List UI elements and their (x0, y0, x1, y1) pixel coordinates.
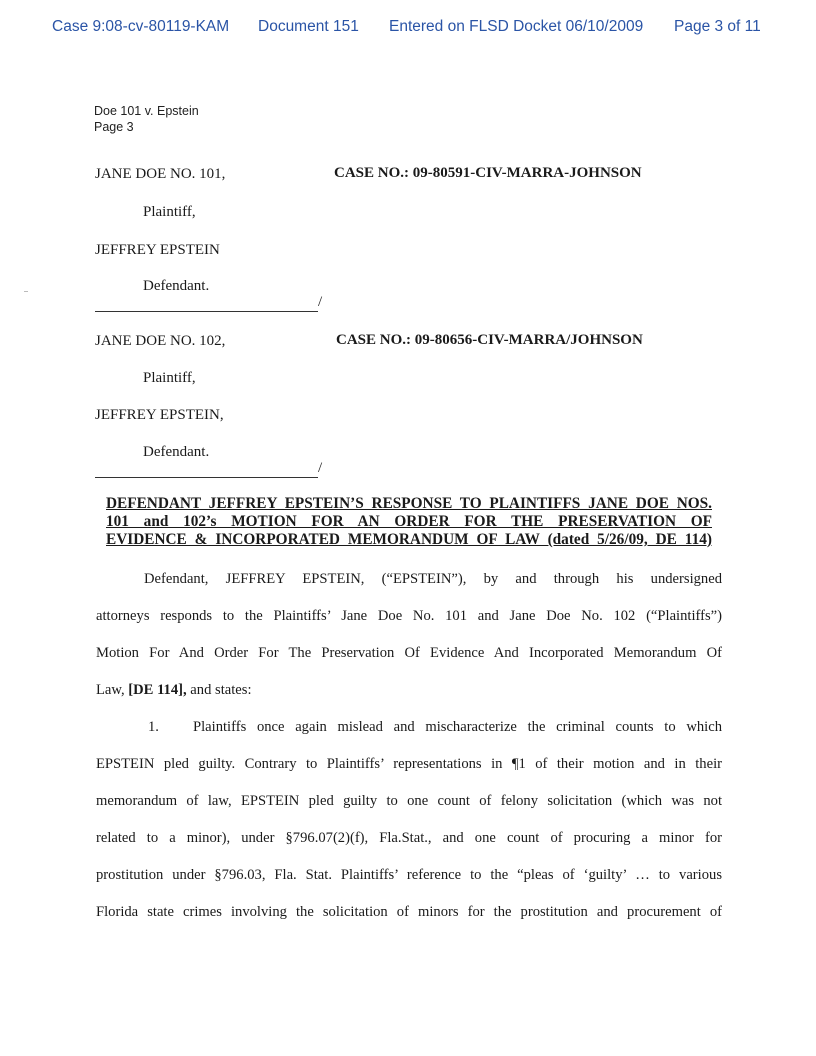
caption2-party: JANE DOE NO. 102, (95, 333, 226, 349)
para1-line-5: prostitution under §796.03, Fla. Stat. Plaintiffs’ reference to the “pleas of ‘guilty’ … to various (96, 867, 722, 883)
caption1-party: JANE DOE NO. 101, (95, 166, 226, 182)
intro-line-1: Defendant, JEFFREY EPSTEIN, (“EPSTEIN”), by and through his undersigned (144, 571, 722, 587)
para1-line-4: related to a minor), under §796.07(2)(f), Fla.Stat., and one count of procuring a minor for (96, 830, 722, 846)
para1-line-3: memorandum of law, EPSTEIN pled guilty to one count of felony solicitation (which was not (96, 793, 722, 809)
title-line-2: 101 and 102’s MOTION FOR AN ORDER FOR THE PRESERVATION OF (106, 513, 712, 530)
caption1-slash: / (318, 294, 323, 310)
para1-line-6: Florida state crimes involving the solicitation of minors for the prostitution and procurement of (96, 904, 722, 920)
stamp-entered-date: Entered on FLSD Docket 06/10/2009 (389, 18, 644, 35)
stamp-document-number: Document 151 (258, 18, 359, 35)
caption1-defendant-name: JEFFREY EPSTEIN (95, 242, 220, 258)
para1-number: 1. (148, 719, 159, 735)
title-line-1: DEFENDANT JEFFREY EPSTEIN’S RESPONSE TO PLAINTIFFS JANE DOE NOS. (106, 495, 712, 512)
caption1-plaintiff-label: Plaintiff, (143, 204, 196, 220)
intro-law-label: Law, (96, 682, 129, 698)
intro-paragraph (96, 561, 722, 709)
caption2-defendant-label: Defendant. (143, 444, 210, 460)
intro-states: and states: (186, 682, 252, 698)
intro-docket-ref: [DE 114], (128, 682, 187, 698)
header-page: Page 3 (94, 120, 134, 134)
caption2-rule (95, 477, 318, 478)
caption1-case-number: CASE NO.: 09-80591-CIV-MARRA-JOHNSON (334, 165, 642, 181)
stamp-case-number: Case 9:08-cv-80119-KAM (52, 18, 230, 35)
para1-line-2: EPSTEIN pled guilty. Contrary to Plaintiffs’ representations in ¶1 of their motion and in their (96, 756, 722, 772)
caption2-slash: / (318, 460, 323, 476)
caption2-case-number: CASE NO.: 09-80656-CIV-MARRA/JOHNSON (336, 332, 643, 348)
para1-line-1-text: Plaintiffs once again mislead and mischaracterize the criminal counts to which (193, 719, 722, 735)
caption1-defendant-label: Defendant. (143, 278, 210, 294)
running-header (94, 103, 199, 135)
intro-line-2: attorneys responds to the Plaintiffs’ Jane Doe No. 101 and Jane Doe No. 102 (“Plaintiffs”) (96, 608, 722, 624)
caption2-plaintiff-label: Plaintiff, (143, 370, 196, 386)
scan-speck (24, 291, 28, 292)
header-case-short: Doe 101 v. Epstein (94, 104, 199, 118)
intro-line-3: Motion For And Order For The Preservation Of Evidence And Incorporated Memorandum Of (96, 645, 722, 661)
caption1-rule (95, 311, 318, 312)
paragraph-1 (96, 709, 722, 931)
title-line-3: EVIDENCE & INCORPORATED MEMORANDUM OF LAW (dated 5/26/09, DE 114) (106, 531, 712, 548)
para1-line-1 (96, 709, 722, 746)
document-title (106, 495, 712, 549)
intro-line-4 (96, 672, 722, 709)
caption2-defendant-name: JEFFREY EPSTEIN, (95, 407, 224, 423)
stamp-page-number: Page 3 of 11 (674, 18, 761, 35)
